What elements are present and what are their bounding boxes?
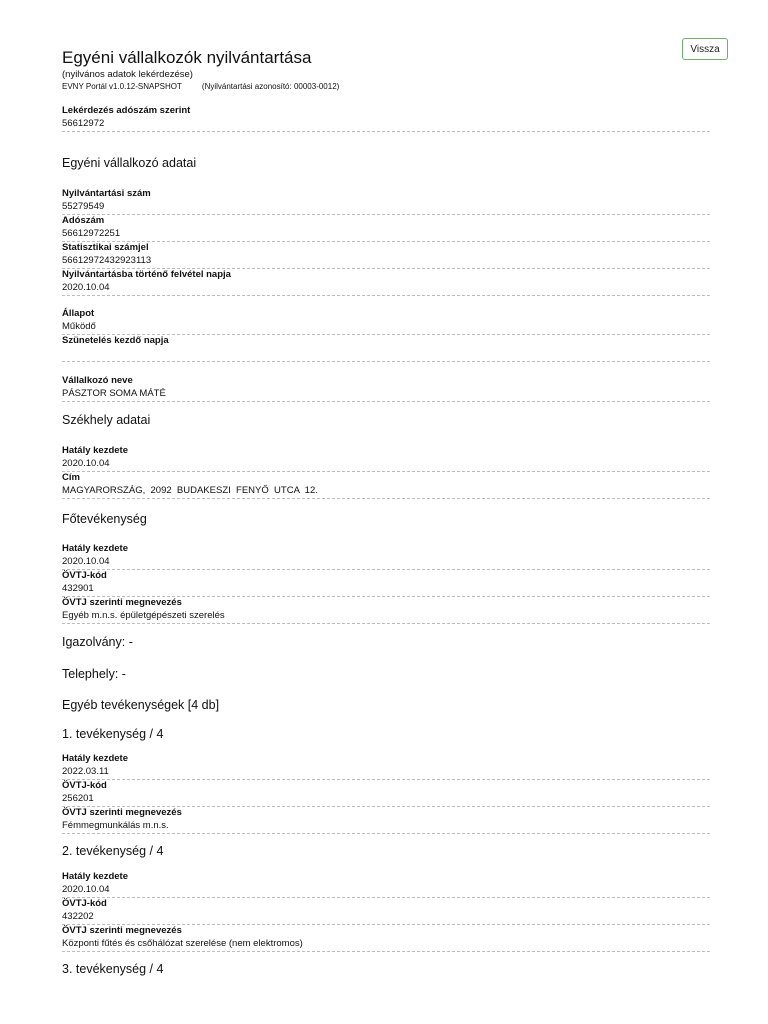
section-seat: Székhely adatai [62,413,151,427]
section-main-activity: Főtevékenység [62,512,147,526]
field-label: Cím [62,472,80,483]
seat-address-field [62,472,710,499]
field-value: 2020.10.04 [62,458,110,469]
query-field [62,105,710,132]
field-value: Központi fűtés és csőhálózat szerelése (nem elektromos) [62,938,303,949]
field-value: 55279549 [62,201,105,212]
field-value: 432901 [62,583,94,594]
page-subtitle: (nyilvános adatok lekérdezése) [62,69,193,80]
activity-2-heading: 2. tevékenység / 4 [62,844,164,858]
field-value: Fémmegmunkálás m.n.s. [62,820,169,831]
field-label: Nyilvántartási szám [62,188,151,199]
field-value: 432202 [62,911,94,922]
activity-1-heading: 1. tevékenység / 4 [62,727,164,741]
portal-meta [62,82,339,91]
field-label: Hatály kezdete [62,753,129,764]
field-label: Hatály kezdete [62,543,129,554]
field-label: Nyilvántartásba történő felvétel napja [62,269,231,280]
activity-1-name-field [62,807,710,834]
status-field [62,308,710,335]
section-premises: Telephely: - [62,667,126,681]
field-value: 2020.10.04 [62,884,110,895]
activity-2-name-field [62,925,710,952]
suspension-field [62,335,710,362]
main-effective-field [62,543,710,570]
tax-number-field [62,215,710,242]
field-label: Adószám [62,215,105,226]
field-value: 2022.03.11 [62,766,109,777]
field-value: 2020.10.04 [62,282,110,293]
field-label: ÖVTJ szerinti megnevezés [62,597,182,608]
field-label: Hatály kezdete [62,445,129,456]
activity-2-effective-field [62,871,710,898]
main-name-field [62,597,710,624]
portal-version: EVNY Portál v1.0.12-SNAPSHOT [62,82,182,91]
field-value: 256201 [62,793,94,804]
field-label: Állapot [62,308,95,319]
section-other-activities: Egyéb tevékenységek [4 db] [62,698,220,712]
field-label: ÖVTJ szerinti megnevezés [62,807,182,818]
field-label: ÖVTJ-kód [62,898,107,909]
seat-effective-field [62,445,710,472]
field-label: Hatály kezdete [62,871,129,882]
activity-2-code-field [62,898,710,925]
field-value: MAGYARORSZÁG, 2092 BUDAKESZI FENYŐ UTCA 12. [62,485,318,496]
activity-1-code-field [62,780,710,807]
section-certificate: Igazolvány: - [62,635,133,649]
page-title: Egyéni vállalkozók nyilvántartása [62,48,312,67]
field-value: Egyéb m.n.s. épületgépészeti szerelés [62,610,225,621]
field-value: 56612972432923113 [62,255,152,266]
field-label: Lekérdezés adószám szerint [62,105,191,116]
field-value: 2020.10.04 [62,556,110,567]
field-value: PÁSZTOR SOMA MÁTÉ [62,388,166,399]
reg-number-field [62,188,710,215]
field-label: Szünetelés kezdő napja [62,335,169,346]
field-value: Működő [62,321,96,332]
stat-number-field [62,242,710,269]
registry-id: (Nyilvántartási azonosító: 00003-0012) [201,82,340,91]
activity-3-heading: 3. tevékenység / 4 [62,962,164,976]
main-code-field [62,570,710,597]
reg-date-field [62,269,710,296]
name-field [62,375,710,402]
field-label: ÖVTJ-kód [62,570,107,581]
field-value: 56612972251 [62,228,121,239]
activity-1-effective-field [62,753,710,780]
back-button[interactable]: Vissza [682,38,728,60]
field-value: 56612972 [62,118,105,129]
field-label: ÖVTJ szerinti megnevezés [62,925,182,936]
field-label: Vállalkozó neve [62,375,133,386]
field-label: ÖVTJ-kód [62,780,107,791]
section-entrepreneur: Egyéni vállalkozó adatai [62,156,197,170]
field-label: Statisztikai számjel [62,242,149,253]
